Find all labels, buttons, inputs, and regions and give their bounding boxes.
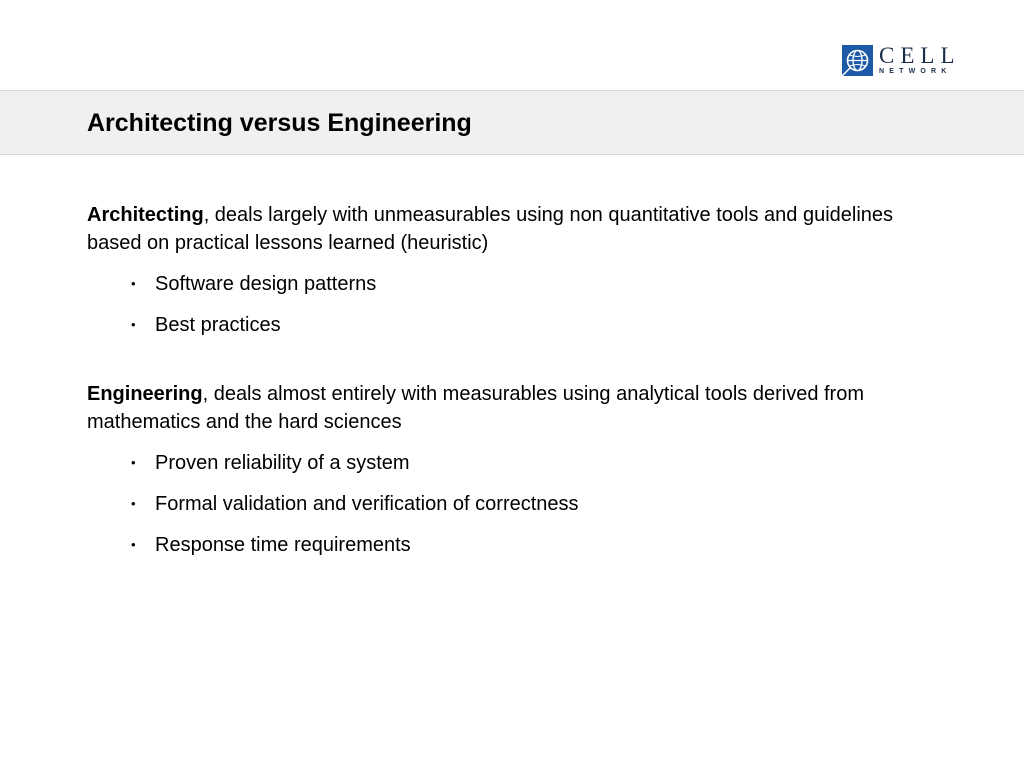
bullet-item (87, 490, 947, 518)
section-engineering-text: , deals almost entirely with measurables using analytical tools derived from mathematics and the hard sciences (87, 383, 864, 433)
section-architecting-text: , deals largely with unmeasurables using non quantitative tools and guidelines based on practical lessons learned (heuristic) (87, 204, 894, 254)
bullet-item (87, 531, 947, 559)
bullet-icon: • (131, 317, 136, 332)
bullet-item (87, 449, 947, 477)
title-band (0, 90, 1024, 155)
bullet-text: Proven reliability of a system (155, 452, 410, 474)
section-spacer (87, 339, 947, 380)
logo-subtitle: NETWORK (879, 67, 952, 75)
logo-word: CELL (879, 42, 961, 68)
bullet-item (87, 270, 947, 298)
globe-logo-icon (842, 45, 873, 76)
bullet-text: Formal validation and verification of correctness (155, 493, 579, 515)
section-architecting (87, 201, 947, 257)
bullet-icon: • (131, 537, 136, 552)
bullet-item (87, 311, 947, 339)
slide-title: Architecting versus Engineering (87, 109, 472, 137)
cell-network-logo (842, 44, 961, 76)
bullet-icon: • (131, 276, 136, 291)
bullet-text: Software design patterns (155, 273, 377, 295)
bullet-text: Best practices (155, 314, 281, 336)
architecting-bullets (87, 270, 947, 339)
bullet-icon: • (131, 455, 136, 470)
section-engineering (87, 380, 947, 436)
engineering-bullets (87, 449, 947, 559)
slide-content (87, 201, 947, 559)
bullet-icon: • (131, 496, 136, 511)
term-engineering: Engineering (87, 383, 203, 405)
term-architecting: Architecting (87, 204, 204, 226)
bullet-text: Response time requirements (155, 534, 411, 556)
